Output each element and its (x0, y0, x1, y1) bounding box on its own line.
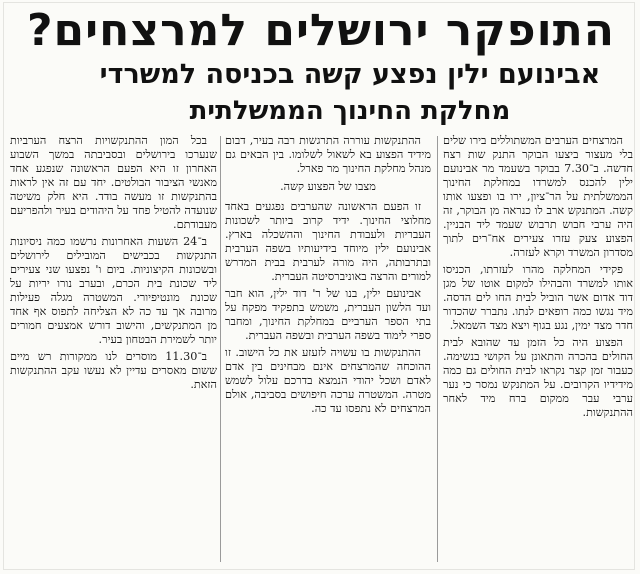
column-divider (437, 136, 438, 562)
paragraph: ב־24 השעות האחרונות נרשמו כמה ניסיונות התנקשות בכבישים המובילים לירושלים ובשכונות הקיצוניות. ביום ו' נפצעו שני צעירים ליד שכונת בית הכרם, ובערב נורו יריות על שכונת מונטיפיורי. המשטרה מגלה פעילות מרובה אך עד כה לא הצליחה לתפוס אף אחד מן המתנקשים, והישוב דורש אמצעים חמורים יותר לשמירת הבטחון בעיר. (10, 235, 217, 346)
paragraph: המרצחים הערבים המשתוללים בירו שלים בלי מעצור ביצעו הבוקר התנק שות רצח חדשה. ב־7.30 בבוקר בשעמד מר אבינועם ילין להכנס למשרדו במחלקת החינוך הממשלתית על הר־ציון, ירו בו ופצעו אותו קשה. המתנקש ארב לו כנראה מן הבוקר, זה היה ערבי חבוש תרבוש שעמד ליד הבניין. הפצוע צעק עזרו צעירים אח־רים לתוך מסדרון המשרד וקרא לעזרה. (443, 134, 633, 259)
paragraph: זו הפעם הראשונה שהערבים נפגעים באחד מחלוצי החינוך. ידיד קרוב ביותר לשכונות העבריות ולעבודת החינוך וההשכלה בארץ. אבינועם ילין מיוחד בידיעותיו בשפה הערבית ובתרבותה, היה מורה לערבית בבית המדרש למורים והרצה באוניברסיטה העברית. (225, 200, 431, 283)
paragraph-highlight: מצבו של הפצוע קשה. (280, 180, 376, 193)
paragraph: פקידי המחלקה מהרו לעזרתו, הכניסו אותו למשרד והבהילו למקום אוטו של מגן דוד אדום אשר הוביל לבית החו לים הדסה. מיד נגשו כמה רופאים לנתו. נתברר שהכדור חדר מצד ימין, נגע בגוף ויצא מצד השמאל. (443, 263, 633, 332)
paragraph: ב־11.30 מוסרים לנו ממקורות רש מיים ששום מאסרים עדיין לא נעשו עקב ההתנקשות הזאת. (10, 350, 217, 391)
paragraph: אבינועם ילין, בנו של ר' דוד ילין, הוא חבר ועד הלשון העברית, משמש בתפקיד מפקח על בתי הספר הערביים במחלקת החינוך, ומחבר ספרי לימוד בשפה הערבית ובשפה העברית. (225, 287, 431, 342)
paragraph: ההתנקשות בו עשויה לזעזע את כל הישוב. זו ההוכחה שהמרצחים אינם מבחינים בין אדם לאדם ושכל יהודי הנמצא בדרכם עלול לשמש מטרה. המשטרה ערכה חיפושים בסביבה, אולם המרצחים לא נתפסו עד כה. (225, 346, 431, 415)
subheadline-line-1: אבינועם ילין נפצע קשה בכניסה למשרדי (99, 59, 601, 90)
paragraph: בכל המון ההתנקשויות הרצח הערביות שנערכו בירושלים ובסביבתה במשך השבוע האחרון זו היא הפעם הראשונה שנפגע אחד מאנשי הציבור הבולטים. יחד עם זה אין לראות בהתנקשות זו מעשה בודד. היא חלק משיטה שנועדה להטיל פחד על היהודים בעיר ולהפריעם מעבודתם. (10, 134, 217, 231)
paragraph: ההתנקשות עוררה התרגשות רבה בעיר, דבום מידיד הפצוע בא לשאול לשלומו. בין הבאים גם מנהל מחלקת החינוך מר פארל. (225, 134, 431, 175)
column-divider (220, 136, 221, 562)
article-column-right (443, 134, 633, 564)
paragraph: הפצוע היה כל הזמן עד שהובא לבית החולים בהכרה והתאונן על הקושי בנשימה. כעבור זמן קצר נקראו לבית החולים גם כמה מידידיו הקרובים. על המתנקש נמסר כי נער ערבי עבר ממקום ברח מיד לאחר ההתנקשות. (443, 336, 633, 419)
headline: התופקר ירושלים למרצחים? (27, 5, 615, 56)
subheadline-line-2: מחלקת החינוך הממשלתית (189, 96, 511, 126)
article-column-middle (225, 134, 431, 564)
article-column-left (10, 134, 217, 564)
